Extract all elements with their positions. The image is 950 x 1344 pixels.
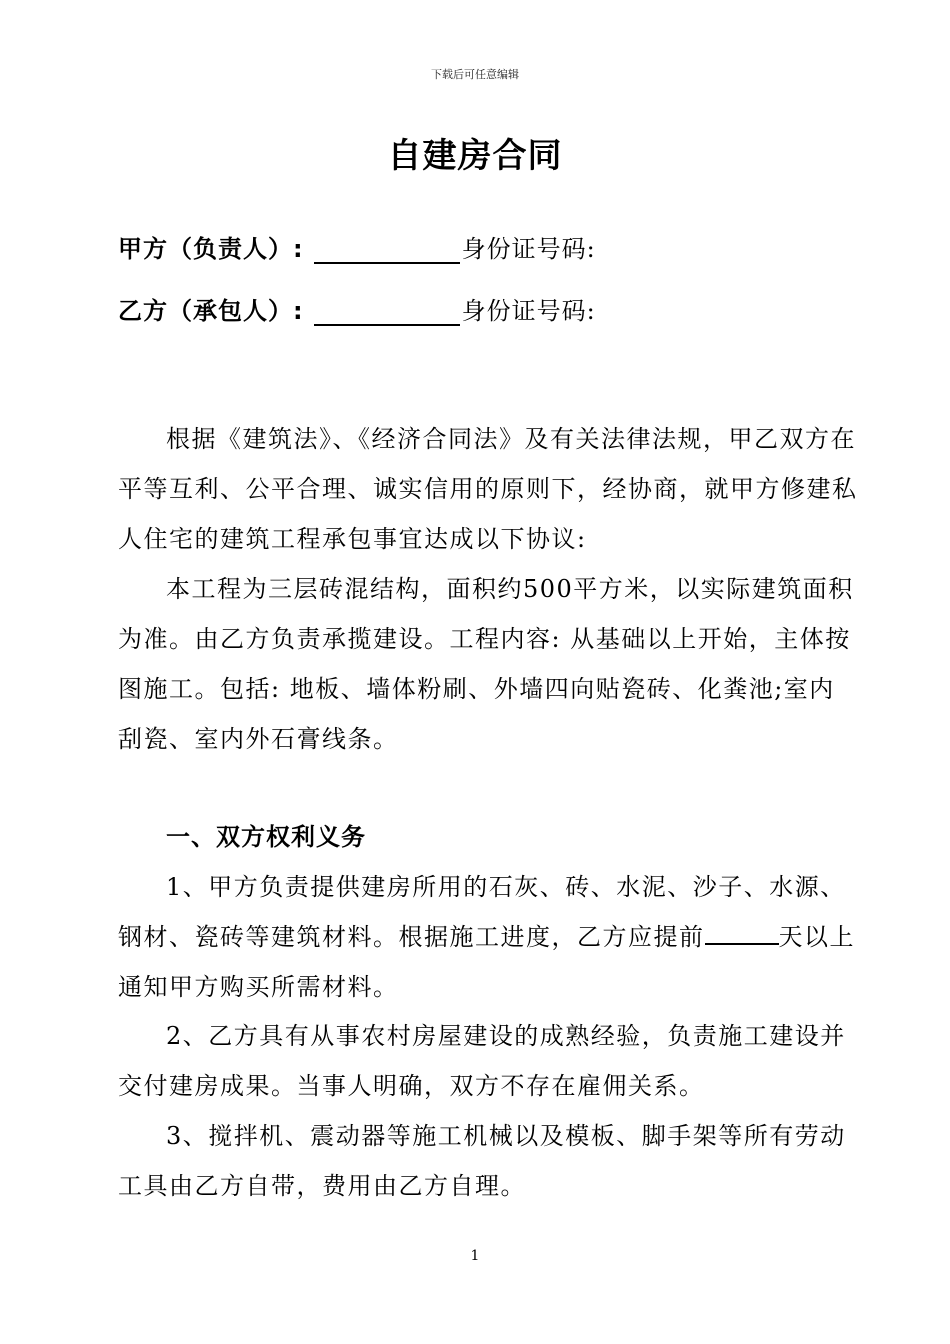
section-heading-rights-obligations: 一、双方权利义务 (166, 823, 366, 851)
header-note: 下载后可任意编辑 (431, 68, 519, 81)
party-a-name-blank[interactable] (314, 240, 460, 264)
party-b-label: 乙方（承包人）: (118, 297, 304, 325)
page-number: 1 (470, 1248, 480, 1264)
intro-paragraph: 根据《建筑法》、《经济合同法》及有关法律法规，甲乙双方在平等互利、公平合理、诚实信用的原则下，经协商，就甲方修建私人住宅的建筑工程承包事宜达成以下协议: (118, 425, 858, 553)
party-a-label: 甲方（负责人）: (118, 235, 304, 263)
party-b-name-blank[interactable] (314, 302, 460, 326)
advance-days-blank[interactable] (705, 923, 779, 945)
party-b-id-label: 身份证号码: (461, 297, 596, 325)
section1-item-2: 2、乙方具有从事农村房屋建设的成熟经验，负责施工建设并交付建房成果。当事人明确，双方不存在雇佣关系。 (118, 1022, 846, 1100)
document-title: 自建房合同 (387, 136, 563, 176)
party-b-line (118, 296, 596, 326)
scope-paragraph: 本工程为三层砖混结构，面积约500平方米，以实际建筑面积为准。由乙方负责承揽建设。工程内容: 从基础以上开始，主体按图施工。包括: 地板、墙体粉刷、外墙四向贴瓷砖、化粪池;室内刮瓷、室内外石膏线条。 (118, 575, 854, 753)
party-a-id-label: 身份证号码: (461, 235, 596, 263)
section1-item-1-text: 1、甲方负责提供建房所用的石灰、砖、水泥、沙子、水源、钢材、瓷砖等建筑材料。根据施工进度，乙方应提前 (118, 873, 846, 951)
section1-item-3: 3、搅拌机、震动器等施工机械以及模板、脚手架等所有劳动工具由乙方自带，费用由乙方自理。 (118, 1122, 846, 1200)
party-a-line (118, 234, 596, 264)
section1-item-1-text-end: 天以上通知甲方购买所需材料。 (118, 923, 855, 1001)
section1-item-1 (118, 862, 860, 1012)
